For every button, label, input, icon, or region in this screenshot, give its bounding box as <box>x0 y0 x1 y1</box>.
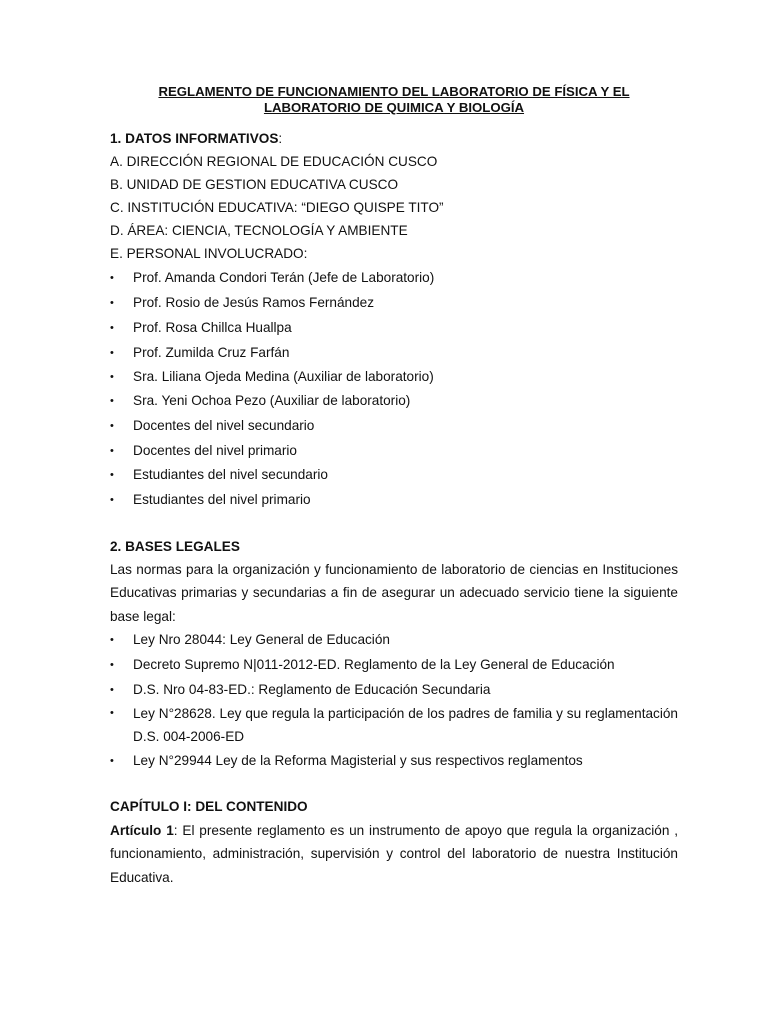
personnel-item-text: Docentes del nivel secundario <box>133 418 315 433</box>
bullet-icon: • <box>110 272 114 284</box>
personnel-item-text: Estudiantes del nivel primario <box>133 492 311 507</box>
law-item-text: Ley N°28628. Ley que regula la participación de los padres de familia y su reglamentación D.S. 004-2006-ED <box>133 706 678 745</box>
personnel-item-text: Sra. Liliana Ojeda Medina (Auxiliar de laboratorio) <box>133 369 434 384</box>
law-item-text: D.S. Nro 04-83-ED.: Reglamento de Educación Secundaria <box>133 682 491 697</box>
personnel-item-text: Prof. Rosa Chillca Huallpa <box>133 320 292 335</box>
bullet-icon: • <box>110 347 114 359</box>
bullet-icon: • <box>110 420 114 432</box>
bullet-icon: • <box>110 395 114 407</box>
bullet-icon: • <box>110 755 114 767</box>
bullet-icon: • <box>110 494 114 506</box>
bullet-icon: • <box>110 469 114 481</box>
article-1-text: : El presente reglamento es un instrumento de apoyo que regula la organización , funcionamiento, administración, supervisión y control del laboratorio de nuestra Institución Educativa. <box>110 823 679 885</box>
bullet-icon: • <box>110 297 114 309</box>
bullet-icon: • <box>110 707 114 719</box>
personnel-item-text: Prof. Rosio de Jesús Ramos Fernández <box>133 295 375 310</box>
article-1-label: Artículo 1 <box>110 823 174 838</box>
bullet-icon: • <box>110 684 114 696</box>
section-1-heading-line <box>110 131 282 147</box>
personnel-item-text: Estudiantes del nivel secundario <box>133 467 328 482</box>
section-2-heading: 2. BASES LEGALES <box>110 539 240 554</box>
personnel-item-text: Prof. Zumilda Cruz Farfán <box>133 345 290 360</box>
law-item <box>110 702 678 750</box>
title-line-1: REGLAMENTO DE FUNCIONAMIENTO DEL LABORATORIO DE FÍSICA Y EL <box>158 84 630 99</box>
section-2-intro: Las normas para la organización y funcionamiento de laboratorio de ciencias en Instituciones Educativas primarias y secundarias a fin de asegurar un adecuado servicio tiene la siguiente base legal: <box>110 562 678 624</box>
bullet-icon: • <box>110 371 114 383</box>
bullet-icon: • <box>110 445 114 457</box>
bullet-icon: • <box>110 634 114 646</box>
law-item-text: Ley N°29944 Ley de la Reforma Magisterial y sus respectivos reglamentos <box>133 753 583 768</box>
personnel-item-text: Docentes del nivel primario <box>133 443 297 458</box>
personnel-item-text: Sra. Yeni Ochoa Pezo (Auxiliar de laboratorio) <box>133 393 411 408</box>
personnel-item-text: Prof. Amanda Condori Terán (Jefe de Laboratorio) <box>133 270 435 285</box>
bullet-icon: • <box>110 322 114 334</box>
section-1-heading-suffix: : <box>278 131 283 146</box>
title-line-2: LABORATORIO DE QUIMICA Y BIOLOGÍA <box>263 99 525 115</box>
law-item-text: Decreto Supremo N|011-2012-ED. Reglamento de la Ley General de Educación <box>133 657 615 672</box>
info-line-a: A. DIRECCIÓN REGIONAL DE EDUCACIÓN CUSCO <box>110 154 438 169</box>
info-line-e: E. PERSONAL INVOLUCRADO: <box>110 246 308 261</box>
info-line-d: D. ÁREA: CIENCIA, TECNOLOGÍA Y AMBIENTE <box>110 223 408 238</box>
bullet-icon: • <box>110 659 114 671</box>
info-line-b: B. UNIDAD DE GESTION EDUCATIVA CUSCO <box>110 177 399 192</box>
document-title <box>110 84 678 115</box>
chapter-1-heading: CAPÍTULO I: DEL CONTENIDO <box>110 799 308 814</box>
section-1-heading: 1. DATOS INFORMATIVOS <box>110 131 279 146</box>
info-line-c: C. INSTITUCIÓN EDUCATIVA: “DIEGO QUISPE TITO” <box>110 200 444 215</box>
article-1-paragraph <box>110 819 678 889</box>
law-item-text: Ley Nro 28044: Ley General de Educación <box>133 632 390 647</box>
